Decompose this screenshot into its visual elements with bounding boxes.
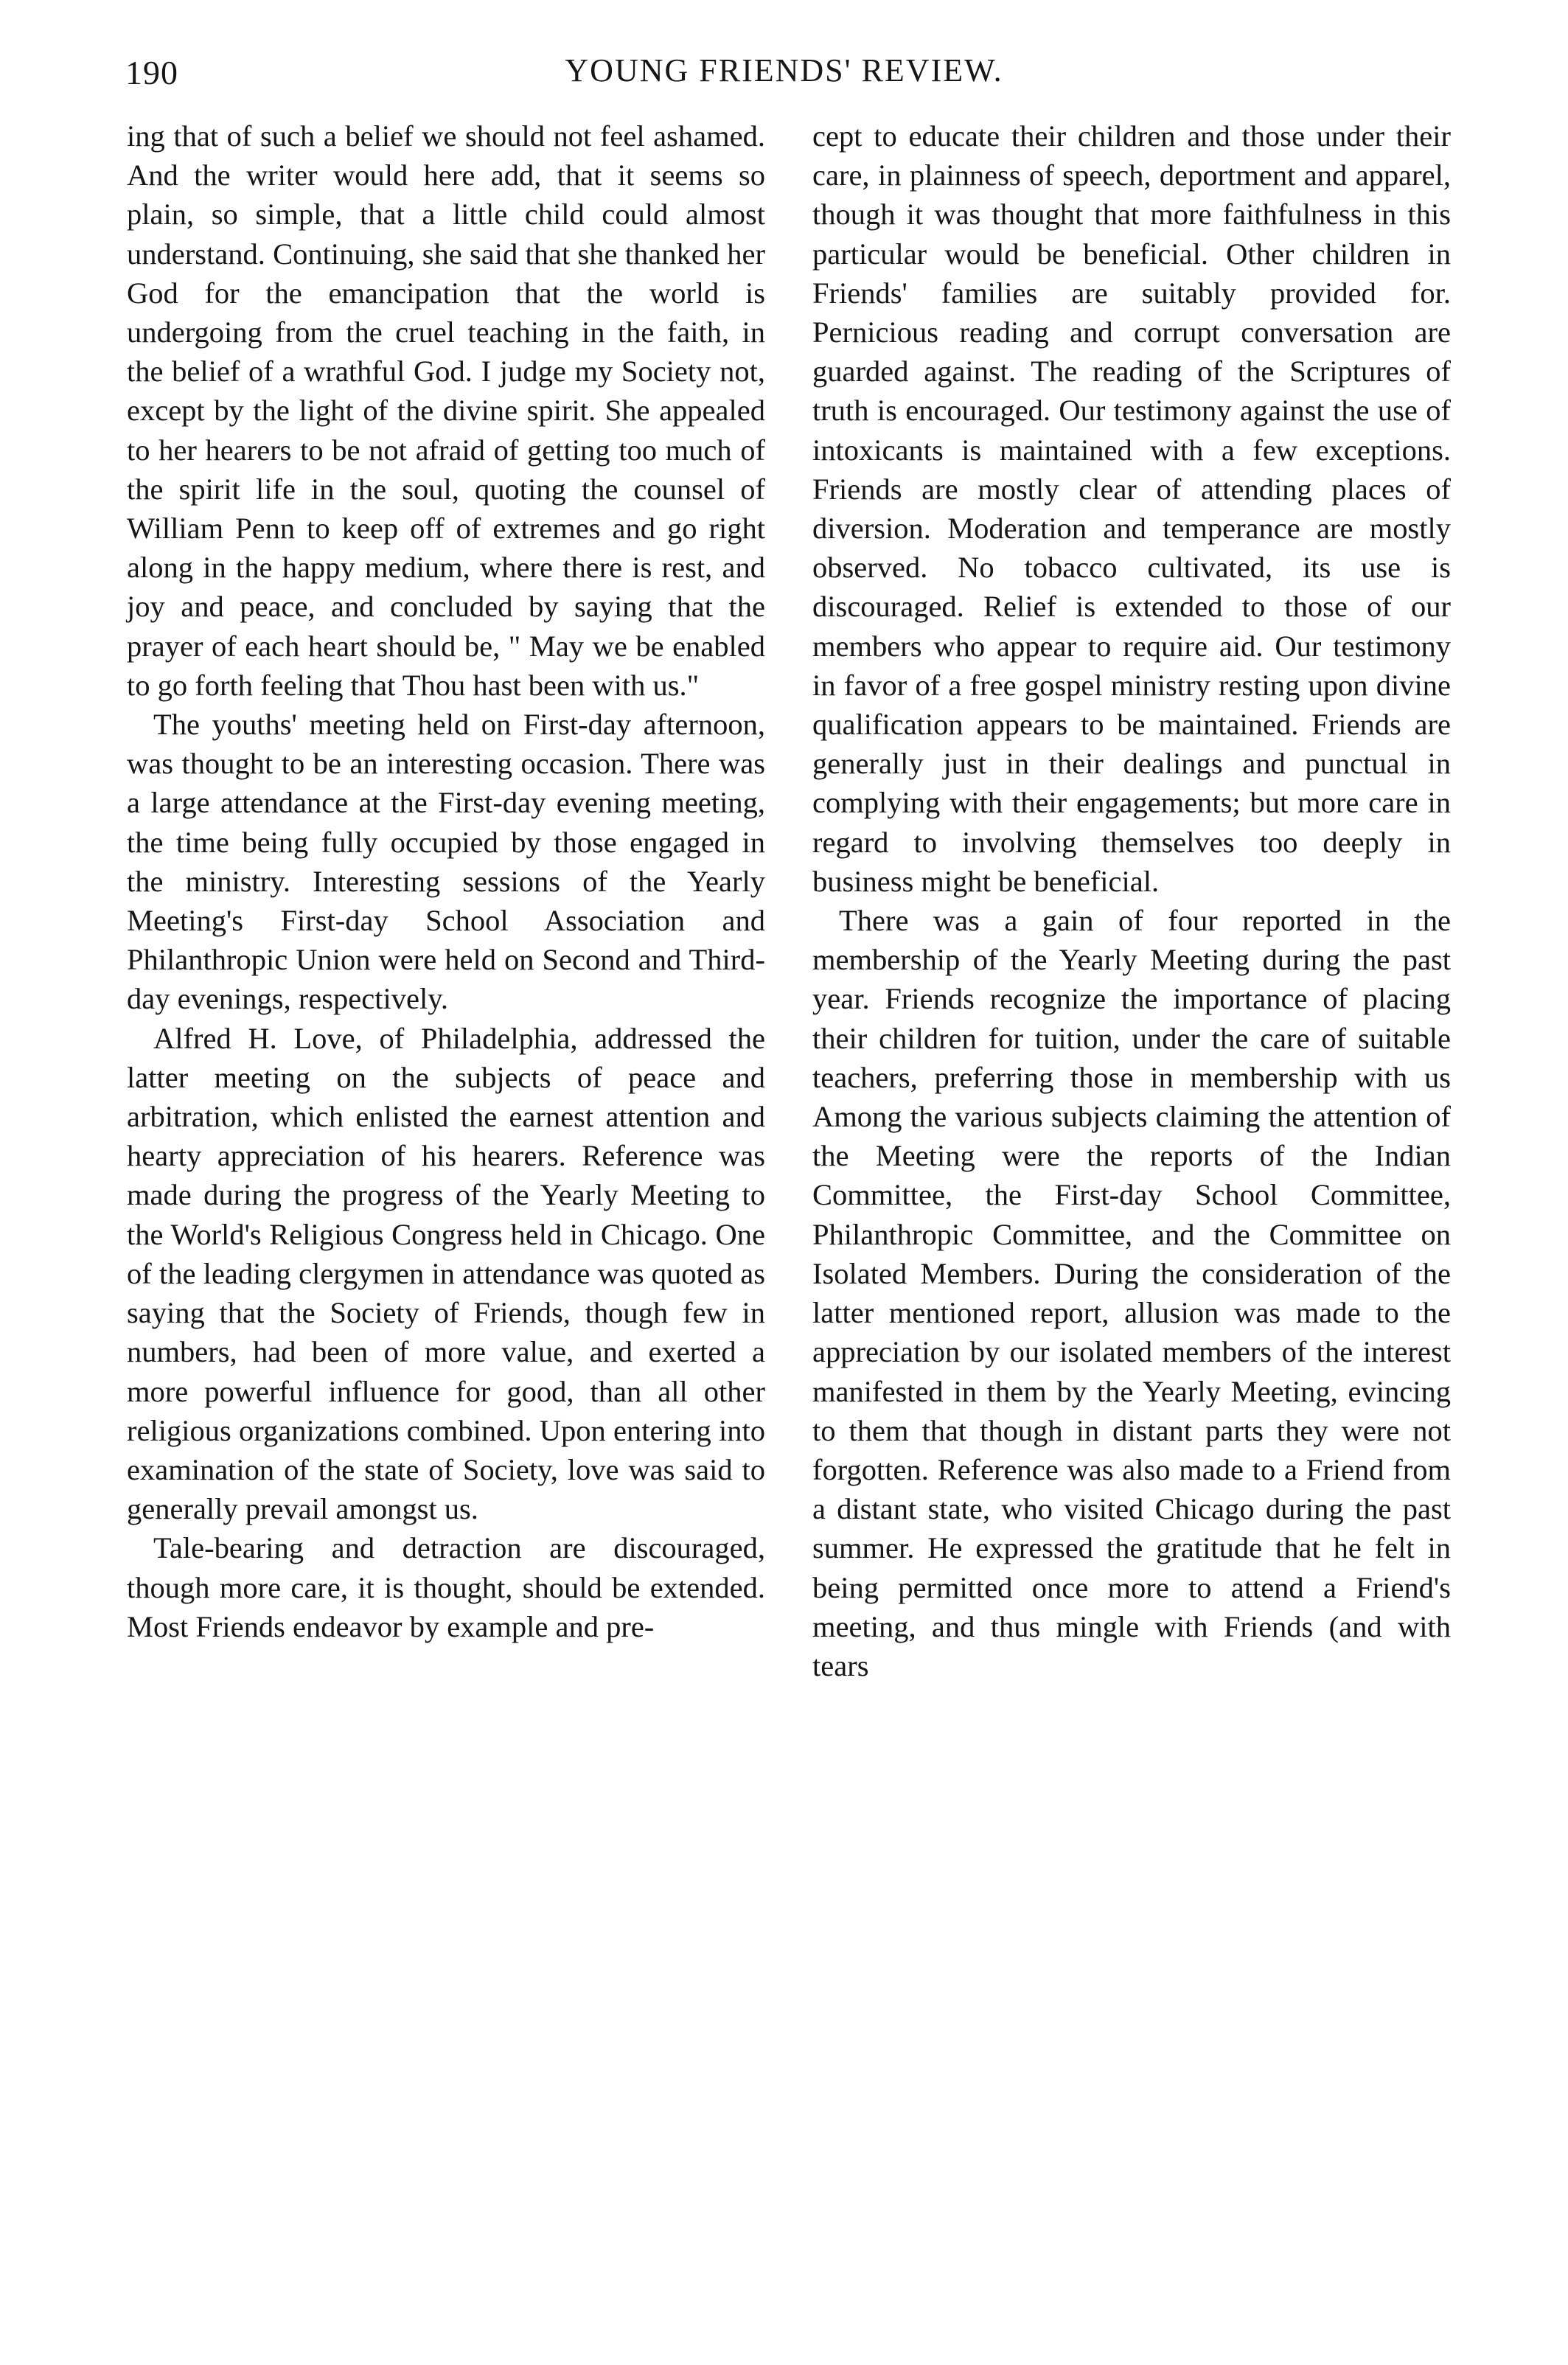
paragraph: The youths' meeting held on First-day afternoon, was thought to be an interesting occasion. There was a large attendance at the First-day evening meeting, the time being fully occupied by those engaged in the ministry. Interesting sessions of the Yearly Meeting's First-day School Association and Philanthropic Union were held on Second and Third-day evenings, respectively. (127, 708, 765, 1016)
paragraph: There was a gain of four reported in the membership of the Yearly Meeting during the past year. Friends recognize the importance of placing their children for tuition, under the care of suitable teachers, preferring those in membership with us Among the various subjects claiming the attention of the Meeting were the reports of the Indian Committee, the First-day School Committee, Philanthropic Committee, and the Committee on Isolated Members. During the consideration of the latter mentioned report, allusion was made to the appreciation by our isolated members of the interest manifested in them by the Yearly Meeting, evincing to them that though in distant parts they were not forgotten. Reference was also made to a Friend from a distant state, who visited Chicago during the past summer. He expressed the gratitude that he felt in being permitted once more to attend a Friend's meeting, and thus mingle with Friends (and with tears (812, 904, 1451, 1682)
paragraph: ing that of such a belief we should not feel ashamed. And the writer would here add, that it seems so plain, so simple, that a little child could almost understand. Continuing, she said that she thanked her God for the emancipation that the world is undergoing from the cruel teaching in the faith, in the belief of a wrathful God. I judge my Society not, except by the light of the divine spirit. She appealed to her hearers to be not afraid of getting too much of the spirit life in the soul, quoting the counsel of William Penn to keep off of extremes and go right along in the happy medium, where there is rest, and joy and peace, and concluded by saying that the prayer of each heart should be, " May we be enabled to go forth feeling that Thou hast been with us." (127, 119, 765, 702)
paragraph: Tale-bearing and detraction are discouraged, though more care, it is thought, should be extended. Most Friends endeavor by example and pre- (127, 1531, 765, 1643)
right-column (812, 116, 1451, 1685)
paragraph: Alfred H. Love, of Philadelphia, addressed the latter meeting on the subjects of peace and arbitration, which enlisted the earnest attention and hearty appreciation of his hearers. Reference was made during the progress of the Yearly Meeting to the World's Religious Congress held in Chicago. One of the leading clergymen in attendance was quoted as saying that the Society of Friends, though few in numbers, had been of more value, and exerted a more powerful influence for good, than all other religious organizations combined. Upon entering into examination of the state of Society, love was said to generally prevail amongst us. (127, 1021, 765, 1526)
running-title: YOUNG FRIENDS' REVIEW. (565, 52, 1003, 88)
left-column (127, 116, 765, 1646)
page-number: 190 (125, 54, 178, 91)
paragraph: cept to educate their children and those under their care, in plainness of speech, deportment and apparel, though it was thought that more faithfulness in this particular would be beneficial. Other children in Friends' families are suitably provided for. Pernicious reading and corrupt conversation are guarded against. The reading of the Scriptures of truth is encouraged. Our testimony against the use of intoxicants is maintained with a few exceptions. Friends are mostly clear of attending places of diversion. Moderation and temperance are mostly observed. No tobacco cultivated, its use is discouraged. Relief is extended to those of our members who appear to require aid. Our testimony in favor of a free gospel ministry resting upon divine qualification appears to be maintained. Friends are generally just in their dealings and punctual in complying with their engagements; but more care in regard to involving themselves too deeply in business might be beneficial. (812, 119, 1451, 898)
